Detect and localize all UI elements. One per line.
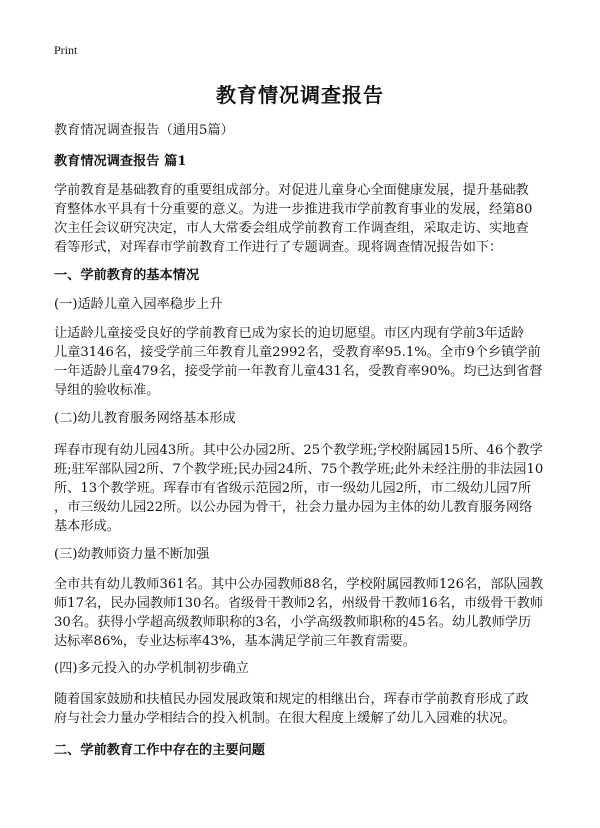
paragraph-line: 珲春市现有幼儿园43所。其中公办园2所、25个教学班;学校附属园15所、46个教学 <box>54 443 543 458</box>
paragraph-line: 全市共有幼儿教师361名。其中公办园教师88名，学校附属园教师126名，部队园教 <box>54 577 544 592</box>
subsection-4-heading: (四)多元投入的办学机制初步确立 <box>54 661 249 676</box>
section-2-heading: 二、学前教育工作中存在的主要问题 <box>54 743 265 758</box>
paragraph-line: 育整体水平具有十分重要的意义。为进一步推进我市学前教育事业的发展，经第80 <box>54 202 533 217</box>
paragraph-line: 师17名，民办园教师130名。省级骨干教师2名，州级骨干教师16名，市级骨干教师 <box>54 596 544 611</box>
section-1-heading: 一、学前教育的基本情况 <box>54 268 200 283</box>
subsection-2-heading: (二)幼儿教育服务网络基本形成 <box>54 411 236 426</box>
paragraph-line: 导组的验收标准。 <box>54 383 160 398</box>
subsection-2-paragraph <box>54 441 546 536</box>
intro-paragraph <box>54 181 546 257</box>
subsection-4-paragraph <box>54 690 546 728</box>
paragraph-line: 班;驻军部队园2所、7个教学班;民办园24所、75个教学班;此外未经注册的非法园10 <box>54 462 544 477</box>
article-heading: 教育情况调查报告 篇1 <box>54 154 187 169</box>
paragraph-line: 一年适龄儿童479名，接受学前一年教育儿童431名，受教育率90%。均已达到省督 <box>54 364 543 379</box>
subsection-1-heading: (一)适龄儿童入园率稳步上升 <box>54 297 223 312</box>
paragraph-line: 儿童3146名，接受学前三年教育儿童2992名，受教育率95.1%。全市9个乡镇学前 <box>54 345 541 360</box>
document-subtitle: 教育情况调查报告（通用5篇） <box>54 123 234 138</box>
subsection-3-heading: (三)幼教师资力量不断加强 <box>54 547 210 562</box>
document-title: 教育情况调查报告 <box>216 83 384 107</box>
print-label: Print <box>54 43 78 57</box>
paragraph-line: 所、13个教学班。珲春市有省级示范园2所，市一级幼儿园2所，市二级幼儿园7所 <box>54 481 532 496</box>
subsection-1-paragraph <box>54 324 546 400</box>
subsection-3-paragraph <box>54 575 546 651</box>
paragraph-line: ，市三级幼儿园22所。以公办园为骨干，社会力量办园为主体的幼儿教育服务网络 <box>54 500 533 515</box>
paragraph-line: 让适龄儿童接受良好的学前教育已成为家长的迫切愿望。市区内现有学前3年适龄 <box>54 326 524 341</box>
paragraph-line: 学前教育是基础教育的重要组成部分。对促进儿童身心全面健康发展，提升基础教 <box>54 183 529 198</box>
paragraph-line: 基本形成。 <box>54 519 120 534</box>
paragraph-line: 30名。获得小学超高级教师职称的3名，小学高级教师职称的45名。幼儿教师学历 <box>54 615 532 630</box>
paragraph-line: 看等形式，对珲春市学前教育工作进行了专题调查。现将调查情况报告如下： <box>54 240 503 255</box>
paragraph-line: 随着国家鼓励和扶植民办园发展政策和规定的相继出台，珲春市学前教育形成了政 <box>54 692 529 707</box>
paragraph-line: 达标率86%，专业达标率43%，基本满足学前三年教育需要。 <box>54 634 416 649</box>
paragraph-line: 府与社会力量办学相结合的投入机制。在很大程度上缓解了幼儿入园难的状况。 <box>54 711 516 726</box>
paragraph-line: 次主任会议研究决定，市人大常委会组成学前教育工作调查组，采取走访、实地查 <box>54 221 529 236</box>
